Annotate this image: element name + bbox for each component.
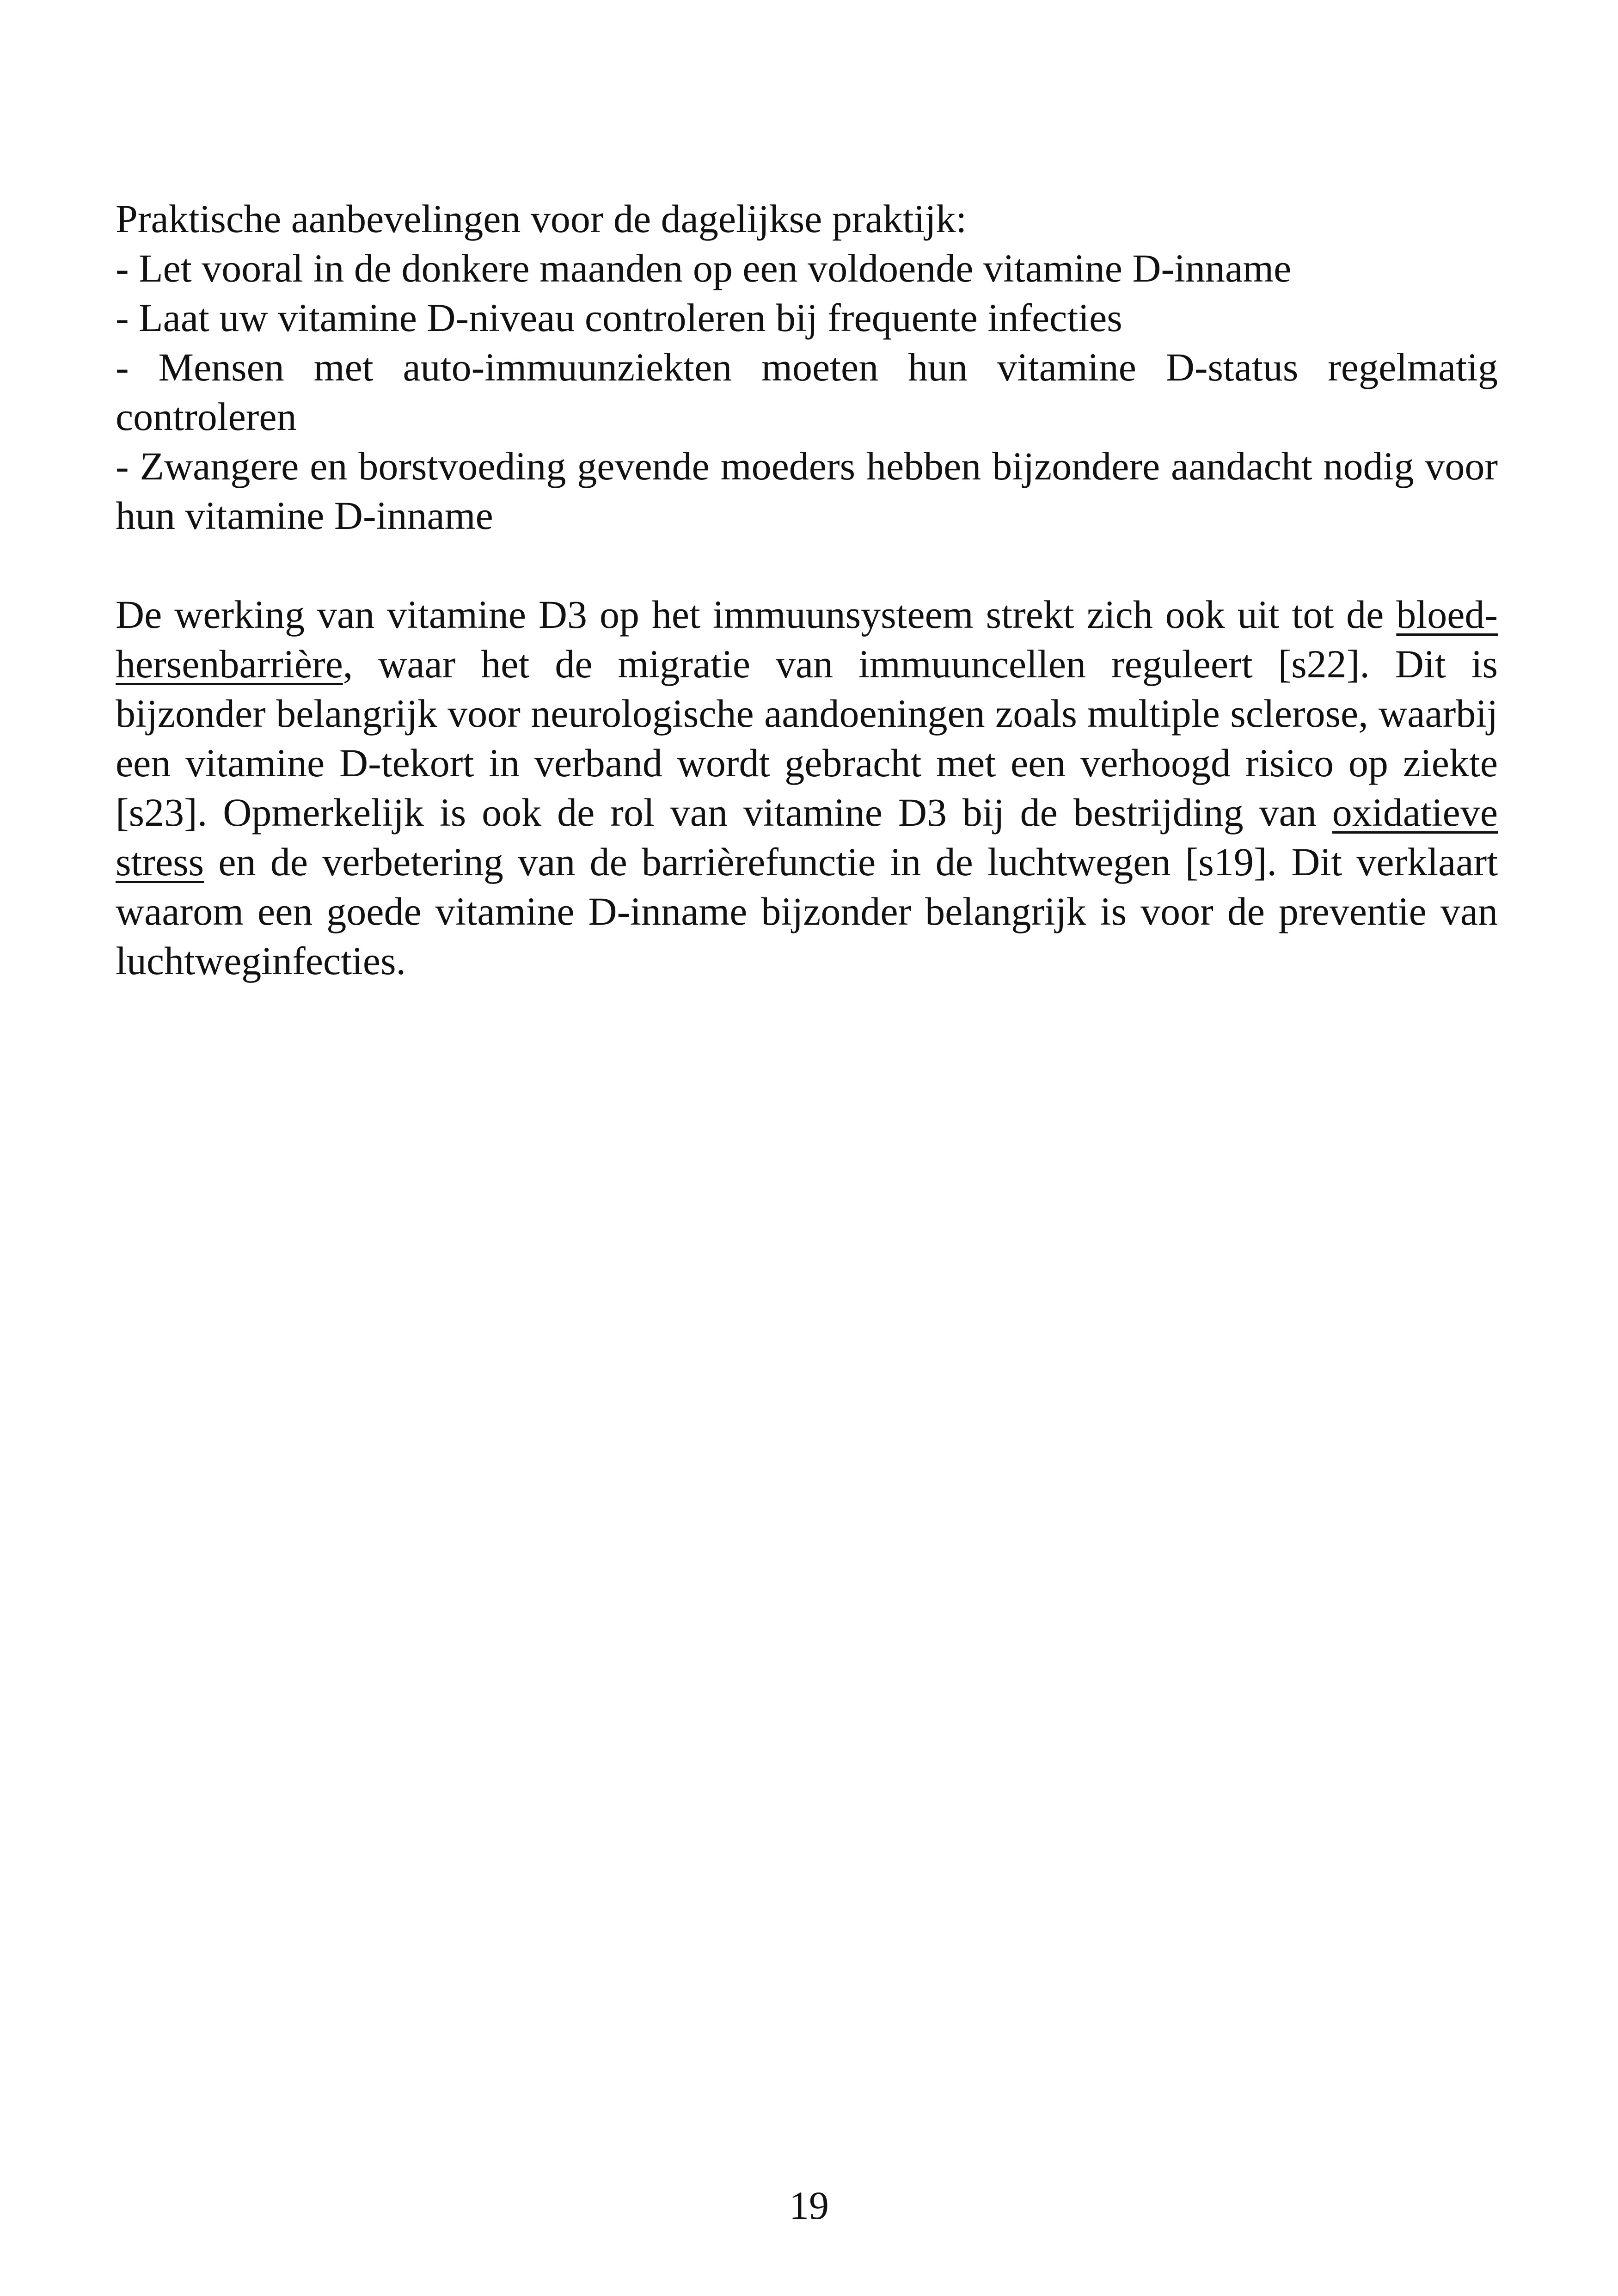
paragraph-text-part-3: en de verbetering van de barrièrefunctie in de luchtwegen [s19]. Dit verklaart waarom een goede vitamine D-inname bijzonder belangrijk is voor de preventie van luchtweginfecties. [116, 840, 1498, 983]
paragraph-text-part-2: , waar het de migratie van immuuncellen reguleert [s22]. Dit is bijzonder belangrijk voor neurologische aandoeningen zoals multiple sclerose, waarbij een vitamine D-tekort in verband wordt gebracht met een verhoogd risico op ziekte [s23]. Opmerkelijk is ook de rol van vitamine D3 bij de bestrijding van [116, 642, 1498, 835]
page-content [116, 194, 1498, 986]
recommendation-item-2: - Laat uw vitamine D-niveau controleren bij frequente infecties [116, 295, 1122, 340]
link-oxidatieve-stress[interactable]: oxidatieve stress [116, 790, 1498, 884]
paragraph-spacer [116, 540, 1498, 590]
recommendation-item-1: - Let vooral in de donkere maanden op een voldoende vitamine D-inname [116, 246, 1292, 290]
recommendations-heading: Praktische aanbevelingen voor de dagelijkse praktijk: [116, 196, 967, 241]
body-paragraph [116, 590, 1498, 986]
page-number: 19 [789, 2183, 829, 2228]
link-bloed-hersenbarriere[interactable]: bloed-hersenbarrière [116, 592, 1498, 686]
paragraph-text-part-1: De werking van vitamine D3 op het immuunsysteem strekt zich ook uit tot de [116, 592, 1397, 637]
recommendation-item-4: - Zwangere en borstvoeding gevende moeders hebben bijzondere aandacht nodig voor hun vitamine D-inname [116, 444, 1498, 538]
recommendation-item-3: - Mensen met auto-immuunziekten moeten hun vitamine D-status regelmatig controleren [116, 345, 1498, 439]
